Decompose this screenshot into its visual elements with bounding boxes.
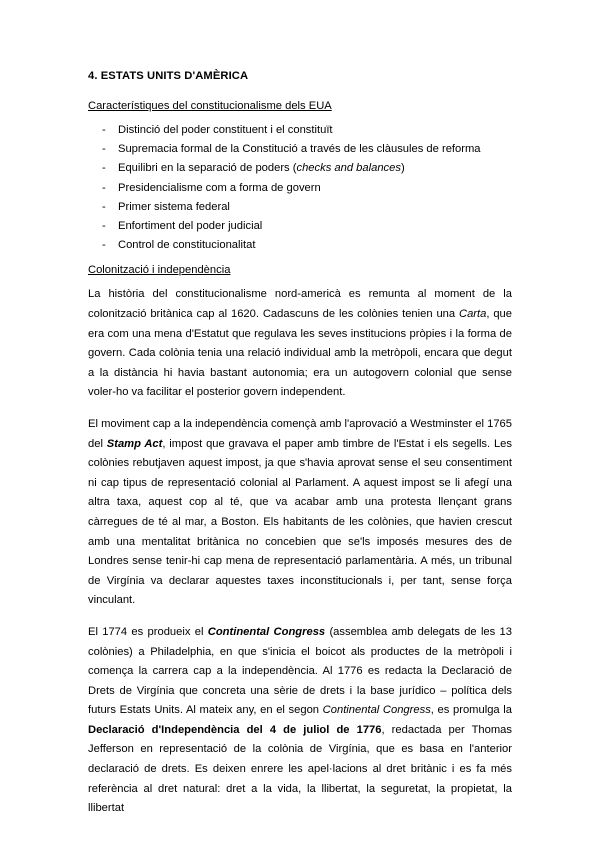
paragraph-stamp-act: El moviment cap a la independència començà amb l'aprovació a Westminster el 1765 del Stamp Act, impost que gravava el paper amb timbre de l'Estat i els segells. Les colònies rebutjaven aquest impost, ja que s'havia aprovat sense el seu consentiment ni cap tipus de representació colonial al Parlament. A aquest impost se li afegí una altra taxa, aquest cop al té, que va acabar amb una protesta llençant grans càrregues de té al mar, a Boston. Els habitants de les colònies, que havien crescut amb una mentalitat britànica no concebien que se'ls imposés mesures des de Londres sense tenir-hi cap mena de representació parlamentària. A més, un tribunal de Virgínia va declarar aquestes taxes inconstitucionals i, per tant, sense força vinculant. — [88, 417, 512, 607]
paragraph-continental-congress: El 1774 es produeix el Continental Congress (assemblea amb delegats de les 13 colònies) a Philadelphia, en que s'inicia el boicot als productes de la metròpoli i comença la carrera cap a la independència. Al 1776 es redacta la Declaració de Drets de Virgínia que concreta una sèrie de drets i la base jurídico – política dels futurs Estats Units. Al mateix any, en el segon Continental Congress, es promulga la Declaració d'Independència del 4 de juliol de 1776, redactada per Thomas Jefferson en representació de la colònia de Virgínia, que es basa en l'anterior declaració de drets. Es deixen enrere les apel·lacions al dret britànic i es fa més referència al dret natural: dret a la vida, la llibertat, la seguretat, la propietat, la llibertat — [88, 625, 512, 815]
list-item: - Distinció del poder constituent i el constituït — [102, 124, 333, 136]
list-item: - Enfortiment del poder judicial — [102, 220, 263, 233]
characteristics-list — [88, 121, 512, 255]
list-item: - Presidencialisme com a forma de govern — [102, 181, 321, 194]
list-item: - Control de constitucionalitat — [102, 239, 256, 252]
subheading-colonization: Colonització i independència — [88, 264, 231, 277]
paragraph-history: La història del constitucionalisme nord-americà es remunta al moment de la colonització britànica cap al 1620. Cadascuns de les colònies tenien una Carta, que era com una mena d'Estatut que regulava les seves institucions pròpies i la forma de govern. Cada colònia tenia una relació individual amb la metròpoli, encara que degut a la distància hi havia bastant autonomia; era un autogovern colonial que sense voler-ho va facilitar el posterior govern independent. — [88, 288, 512, 399]
list-item: - Supremacia formal de la Constitució a través de les clàusules de reforma — [102, 143, 481, 156]
section-title: 4. ESTATS UNITS D'AMÈRICA — [88, 70, 249, 82]
subheading-characteristics: Característiques del constitucionalisme dels EUA — [88, 100, 332, 112]
list-item: - Primer sistema federal — [102, 200, 230, 213]
list-item: - Equilibri en la separació de poders (checks and balances) — [102, 162, 405, 175]
